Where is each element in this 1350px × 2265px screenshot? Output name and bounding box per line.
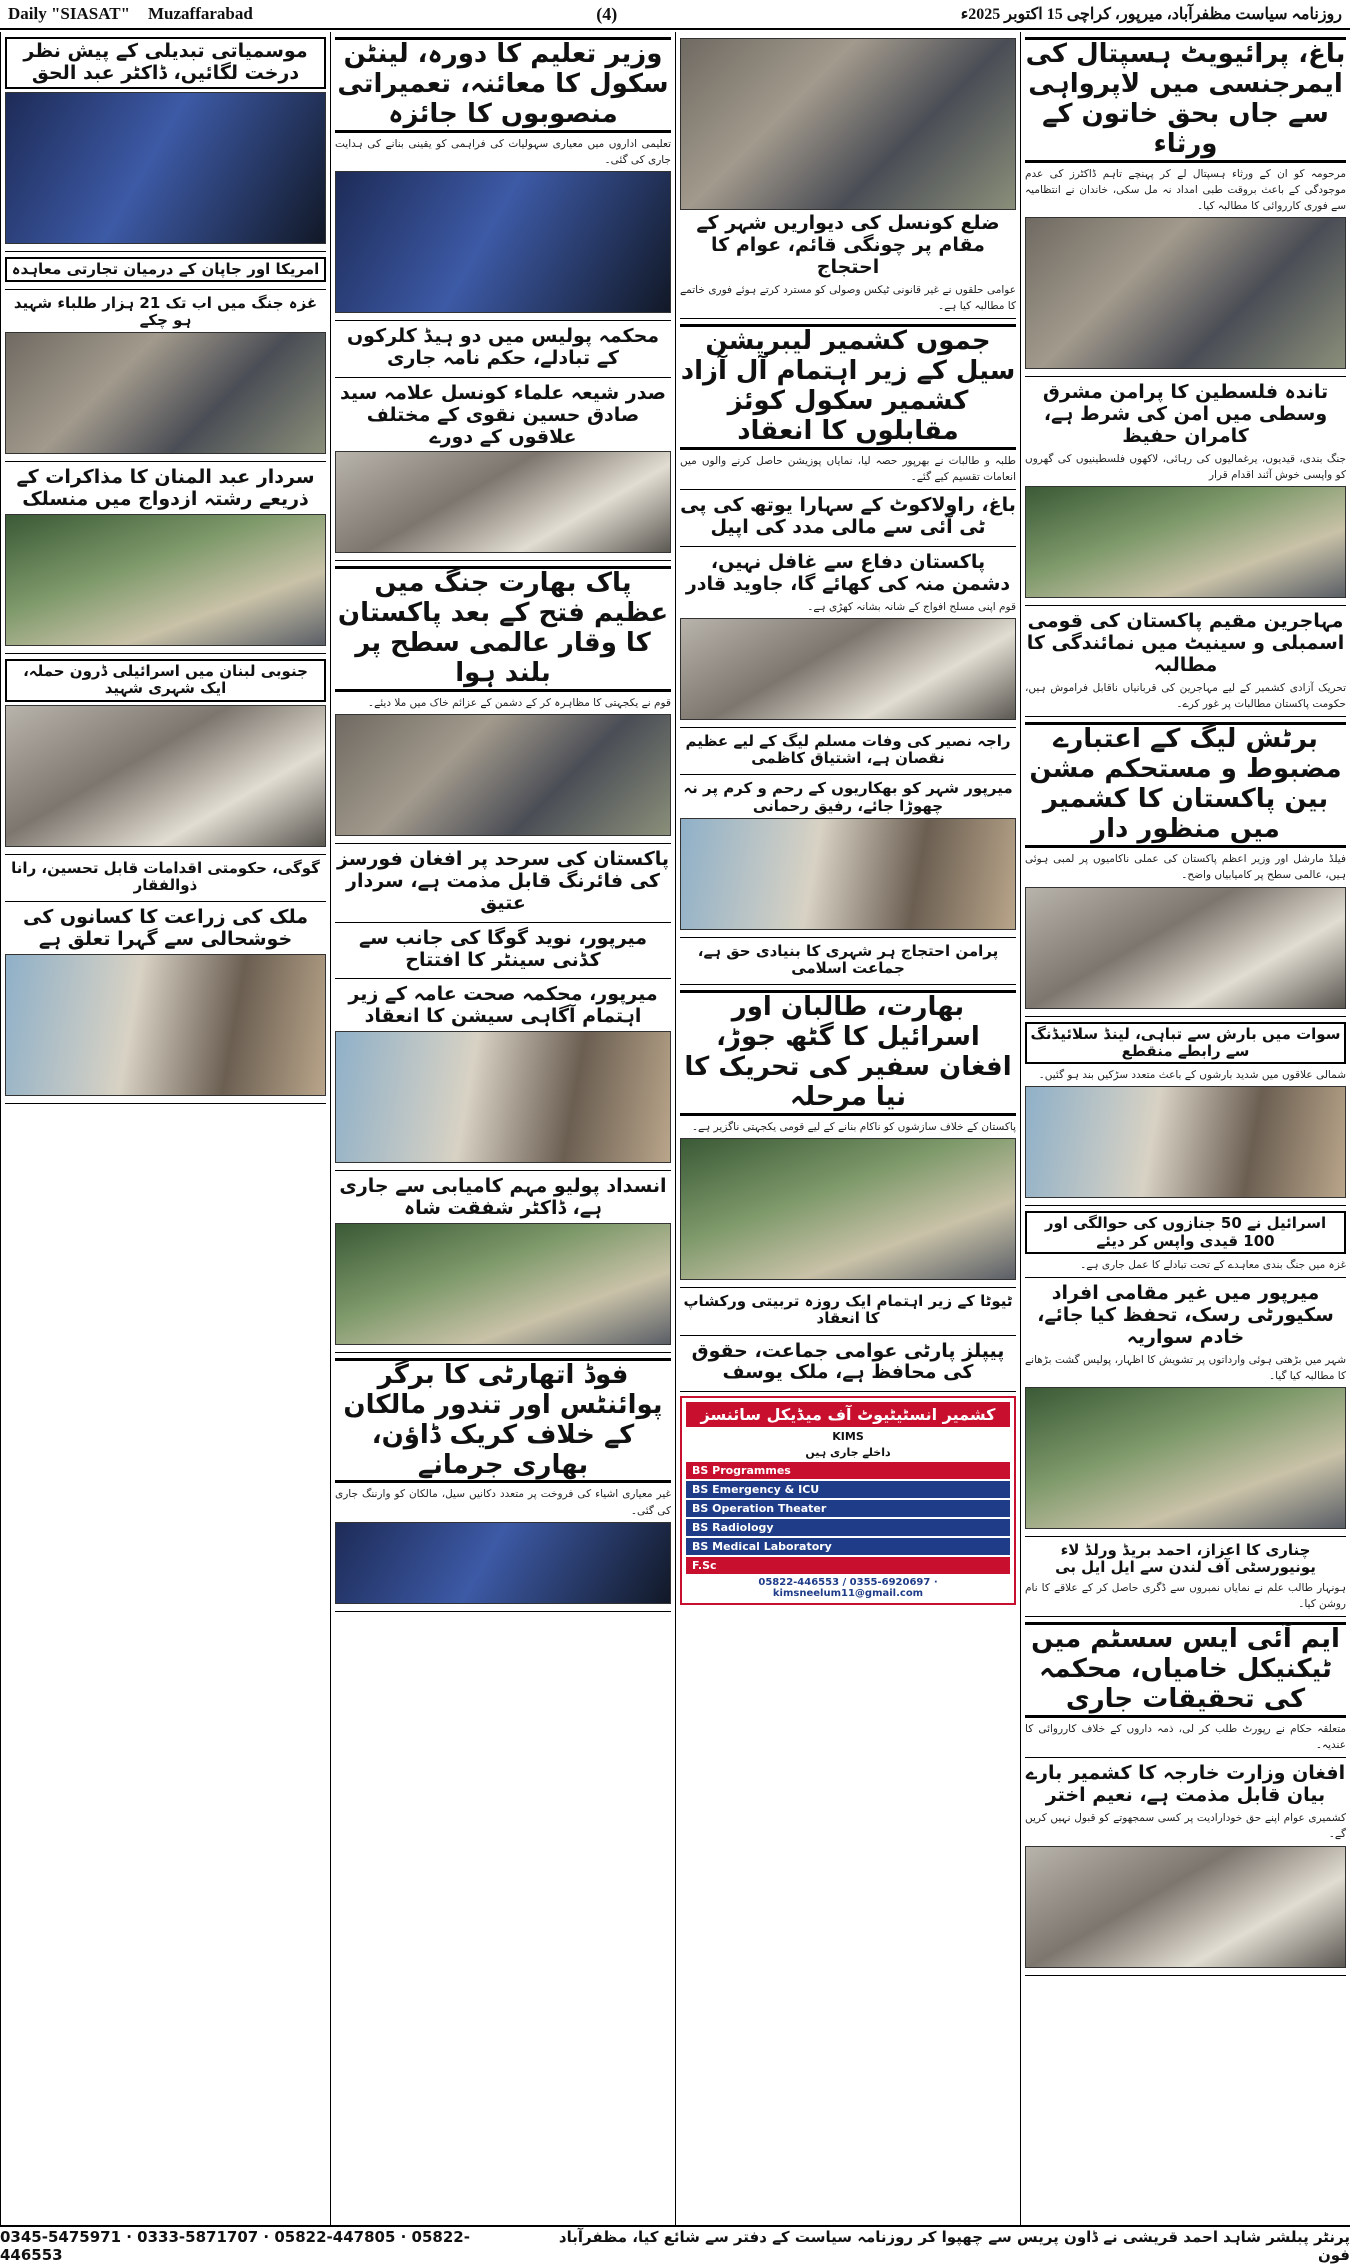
ad-programs-header: BS Programmes bbox=[686, 1462, 1010, 1479]
ad-program: BS Medical Laboratory bbox=[686, 1538, 1010, 1555]
ad-program: BS Emergency & ICU bbox=[686, 1481, 1010, 1498]
headline: سوات میں بارش سے تباہی، لینڈ سلائیڈنگ سے رابطے منقطع bbox=[1025, 1022, 1346, 1065]
ad-program: BS Operation Theater bbox=[686, 1500, 1010, 1517]
news-photo bbox=[1025, 217, 1346, 369]
ad-brand: KIMS bbox=[832, 1430, 864, 1444]
headline: صدر شیعہ علماء کونسل علامہ سید صادق حسین نقوی کے مختلف علاقوں کے دورے bbox=[339, 381, 667, 448]
headline: جنوبی لبنان میں اسرائیلی ڈرون حملہ، ایک شہری شہید bbox=[5, 659, 326, 702]
headline: تاندہ فلسطین کا پرامن مشرق وسطی میں امن کی شرط ہے، کامران حفیظ bbox=[1042, 381, 1329, 448]
ad-fsc: F.Sc bbox=[686, 1557, 1010, 1574]
headline: ایم آئی ایس سسٹم میں ٹیکنیکل خامیاں، محکمہ کی تحقیقات جاری bbox=[1025, 1622, 1346, 1718]
headline: چناری کا اعزاز، احمد بریڈ ورلڈ لاء یونیورسٹی آف لندن سے ایل ایل بی bbox=[1055, 1541, 1316, 1577]
news-photo bbox=[680, 618, 1016, 720]
news-photo bbox=[5, 705, 326, 847]
article-text: قوم اپنی مسلح افواج کے شانہ بشانہ کھڑی ہے۔ bbox=[807, 600, 1016, 613]
date-line: روزنامہ سیاست مظفرآباد، میرپور، کراچی 15 اکتوبر 2025ء bbox=[960, 6, 1342, 23]
masthead bbox=[0, 0, 1350, 30]
news-photo bbox=[680, 38, 1016, 210]
paper-city: Muzaffarabad bbox=[148, 4, 253, 23]
news-photo bbox=[335, 171, 671, 313]
headline: میرپور، نوید گوگا کی جانب سے کڈنی سینٹر کا افتتاح bbox=[358, 926, 648, 971]
article-text: تحریک آزادی کشمیر کے لیے مہاجرین کی قربانیاں ناقابل فراموش ہیں، حکومت پاکستان مطالبات پر غور کرے۔ bbox=[1025, 681, 1346, 711]
headline: غزہ جنگ میں اب تک 21 ہزار طلباء شہید ہو چکے bbox=[13, 293, 318, 330]
headline: ٹیوٹا کے زیر اہتمام ایک روزہ تربیتی ورکشاپ کا انعقاد bbox=[683, 1292, 1013, 1328]
ad-subtitle: داخلے جاری ہیں bbox=[805, 1446, 891, 1460]
headline: باغ، پرائیویٹ ہسپتال کی ایمرجنسی میں لاپرواہی سے جاں بحق خاتون کے ورثاء bbox=[1025, 37, 1346, 163]
headline: ملک کی زراعت کا کسانوں کی خوشحالی سے گہرا تعلق ہے bbox=[22, 906, 309, 950]
column-center-left bbox=[330, 32, 675, 2225]
headline: فوڈ اتھارٹی کا برگر پوائنٹس اور تندور مالکان کے خلاف کریک ڈاؤن، بھاری جرمانے bbox=[335, 1358, 671, 1484]
headline: انسداد پولیو مہم کامیابی سے جاری ہے، ڈاکٹر شفقت شاہ bbox=[339, 1175, 667, 1219]
news-photo bbox=[1025, 1387, 1346, 1529]
headline: افغان وزارت خارجہ کا کشمیر بارے بیان قابل مذمت ہے، نعیم اختر bbox=[1025, 1762, 1346, 1807]
headline: گوگی، حکومتی اقدامات قابل تحسین، رانا ذوالفقار bbox=[11, 858, 320, 894]
news-photo bbox=[1025, 1846, 1346, 1968]
imprint-phones: 0345-5475971 · 0333-5871707 · 05822-447805 · 05822-446553 bbox=[0, 2228, 470, 2264]
headline: میرپور میں غیر مقامی افراد سکیورٹی رسک، تحفظ کیا جائے، خادم سواریہ bbox=[1037, 1282, 1334, 1348]
news-photo bbox=[335, 451, 671, 553]
page-number: (4) bbox=[596, 3, 618, 24]
imprint-footer bbox=[0, 2225, 1350, 2265]
headline: سردار عبد المنان کا مذاکرات کے ذریعے رشتہ ازدواج میں منسلک bbox=[16, 466, 315, 511]
headline: اسرائیل نے 50 جنازوں کی حوالگی اور 100 قیدی واپس کر دیئے bbox=[1025, 1211, 1346, 1254]
news-photo bbox=[680, 1138, 1016, 1280]
news-photo bbox=[335, 1522, 671, 1604]
column-center-right bbox=[675, 32, 1020, 2225]
article-text: عوامی حلقوں نے غیر قانونی ٹیکس وصولی کو مسترد کرتے ہوئے فوری خاتمے کا مطالبہ کیا ہے۔ bbox=[680, 283, 1016, 312]
headline: میرپور شہر کو بھکاریوں کے رحم و کرم پر نہ چھوڑا جائے، رفیق رحمانی bbox=[683, 779, 1013, 815]
headline: وزیر تعلیم کا دورہ، لینٹن سکول کا معائنہ، تعمیراتی منصوبوں کا جائزہ bbox=[335, 37, 671, 133]
ad-phone: 05822-446553 / 0355-6920697 · kimsneelum11@gmail.com bbox=[758, 1577, 938, 1600]
article-text: شمالی علاقوں میں شدید بارشوں کے باعث متعدد سڑکیں بند ہو گئیں۔ bbox=[1038, 1069, 1346, 1082]
headline: برٹش لیگ کے اعتبارے مضبوط و مستحکم مشن بین پاکستان کا کشمیر میں منظور دار bbox=[1025, 722, 1346, 848]
ad-program: BS Radiology bbox=[686, 1519, 1010, 1536]
paper-name: Daily "SIASAT" bbox=[8, 4, 131, 23]
article-text: ہونہار طالب علم نے نمایاں نمبروں سے ڈگری حاصل کر کے علاقے کا نام روشن کیا۔ bbox=[1025, 1581, 1346, 1610]
article-text: غیر معیاری اشیاء کی فروخت پر متعدد دکانیں سیل، مالکان کو وارننگ جاری کی گئی۔ bbox=[335, 1488, 671, 1517]
kims-advertisement bbox=[680, 1396, 1016, 1605]
headline: بھارت، طالبان اور اسرائیل کا گٹھ جوڑ، افغان سفیر کی تحریک کا نیا مرحلہ bbox=[680, 990, 1016, 1116]
headline: مہاجرین مقیم پاکستان کی قومی اسمبلی و سینیٹ میں نمائندگی کا مطالبہ bbox=[1026, 610, 1345, 677]
headline: پاکستان کی سرحد پر افغان فورسز کی فائرنگ قابل مذمت ہے، سردار عتیق bbox=[336, 848, 670, 914]
headline: محکمہ پولیس میں دو ہیڈ کلرکوں کے تبادلے، حکم نامہ جاری bbox=[346, 325, 660, 370]
article-text: فیلڈ مارشل اور وزیر اعظم پاکستان کی عملی ناکامیوں پر لمبی ہوئی ہیں، عالمی سطح پر کامیابیاں واضح۔ bbox=[1025, 853, 1346, 882]
article-text: متعلقہ حکام نے رپورٹ طلب کر لی، ذمہ داروں کے خلاف کارروائی کا عندیہ۔ bbox=[1025, 1722, 1346, 1752]
news-photo bbox=[335, 1031, 671, 1163]
news-photo bbox=[1025, 1086, 1346, 1198]
news-photo bbox=[5, 514, 326, 646]
ad-title: کشمیر انسٹیٹیوٹ آف میڈیکل سائنسز bbox=[686, 1402, 1010, 1427]
news-photo bbox=[680, 818, 1016, 930]
news-photo bbox=[1025, 486, 1346, 598]
headline: میرپور، محکمہ صحت عامہ کے زیر اہتمام آگاہی سیشن کا انعقاد bbox=[348, 983, 658, 1028]
news-photo bbox=[1025, 887, 1346, 1009]
news-photo bbox=[335, 1223, 671, 1345]
headline: راجہ نصیر کی وفات مسلم لیگ کے لیے عظیم نقصان ہے، اشتیاق کاظمی bbox=[685, 731, 1011, 768]
news-photo bbox=[5, 92, 326, 244]
headline: باغ، راولاکوٹ کے سہارا یوتھ کی پی ٹی آئی سے مالی مدد کی اپیل bbox=[680, 494, 1016, 538]
article-text: جنگ بندی، قیدیوں، یرغمالیوں کی رہائی، لاکھوں فلسطینیوں کی گھروں کو واپسی خوش آئند اقدام قرار bbox=[1025, 452, 1346, 482]
article-text: تعلیمی اداروں میں معیاری سہولیات کی فراہمی کو یقینی بنانے کی ہدایت جاری کی گئی۔ bbox=[335, 137, 671, 166]
headline: پرامن احتجاج ہر شہری کا بنیادی حق ہے، جماعت اسلامی bbox=[697, 941, 999, 978]
column-right bbox=[1020, 32, 1350, 2225]
headline: پاک بھارت جنگ میں عظیم فتح کے بعد پاکستان کا وقار عالمی سطح پر بلند ہوا bbox=[335, 566, 671, 692]
article-text: پاکستان کے خلاف سازشوں کو ناکام بنانے کے لیے قومی یکجہتی ناگزیر ہے۔ bbox=[691, 1120, 1016, 1133]
headline: امریکا اور جاپان کے درمیان تجارتی معاہدہ bbox=[5, 257, 326, 282]
article-text: مرحومہ کو ان کے ورثاء ہسپتال لے کر پہنچے تاہم ڈاکٹرز کی عدم موجودگی کے باعث بروقت طبی امداد نہ مل سکی، خاندان نے انتظامیہ سے فوری کارروائی کا مطالبہ کیا۔ bbox=[1025, 167, 1346, 213]
article-text: غزہ میں جنگ بندی معاہدے کے تحت تبادلے کا عمل جاری ہے۔ bbox=[1080, 1258, 1346, 1271]
headline: ضلع کونسل کی دیواریں شہر کے مقام پر چونگی قائم، عوام کا احتجاج bbox=[696, 212, 1000, 278]
article-text: کشمیری عوام اپنے حق خودارادیت پر کسی سمجھوتے کو قبول نہیں کریں گے۔ bbox=[1025, 1812, 1346, 1841]
article-text: قوم نے یکجہتی کا مظاہرہ کر کے دشمن کے عزائم خاک میں ملا دیئے۔ bbox=[367, 696, 671, 709]
news-photo bbox=[5, 954, 326, 1096]
news-photo bbox=[335, 714, 671, 836]
headline: پیپلز پارٹی عوامی جماعت، حقوق کی محافظ ہے، ملک یوسف bbox=[691, 1339, 1005, 1384]
article-text: طلبہ و طالبات نے بھرپور حصہ لیا، نمایاں پوزیشن حاصل کرنے والوں میں انعامات تقسیم کیے گئے۔ bbox=[680, 454, 1016, 483]
headline: جموں کشمیر لیبریشن سیل کے زیر اہتمام آل آزاد کشمیر سکول کوئز مقابلوں کا انعقاد bbox=[680, 324, 1016, 450]
imprint-text: پرنٹر پبلشر شاہد احمد قریشی نے ڈاون پریس سے چھپوا کر روزنامہ سیاست کے دفتر سے شائع کیا، مظفرآباد فون bbox=[558, 2228, 1350, 2264]
column-left bbox=[0, 32, 330, 2225]
article-text: شہر میں بڑھتی ہوئی وارداتوں پر تشویش کا اظہار، پولیس گشت بڑھانے کا مطالبہ کیا گیا۔ bbox=[1025, 1353, 1346, 1382]
news-photo bbox=[5, 332, 326, 454]
headline: موسمیاتی تبدیلی کے پیش نظر درخت لگائیں، ڈاکٹر عبد الحق bbox=[5, 37, 326, 89]
headline: پاکستان دفاع سے غافل نہیں، دشمن منہ کی کھائے گا، جاوید قادر bbox=[685, 550, 1011, 595]
